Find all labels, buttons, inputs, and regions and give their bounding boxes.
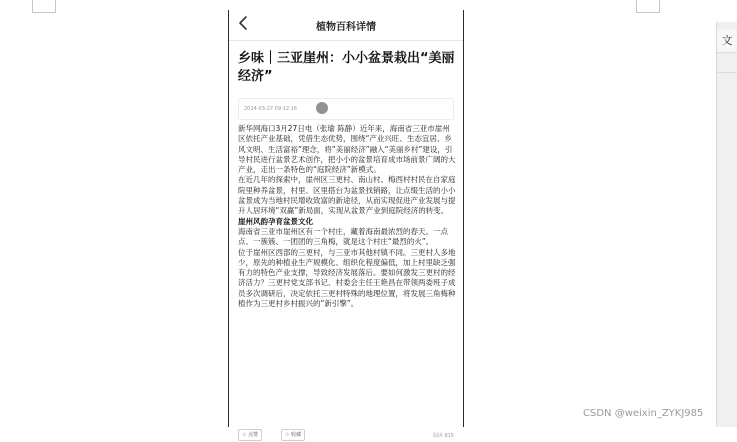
thumbs-up-icon: ☆ [242,432,247,438]
section-heading: 崖州风韵孕育盆景文化 [238,216,313,226]
back-arrow-icon[interactable] [235,14,251,32]
page-title: 植物百科详情 [316,22,376,33]
article-paragraph: 位于崖州区西部的三更村，与三亚市其他村镇不同。三更村人多地少，原先的种植业生产规模化、组织化程度偏低，加上村里缺乏强有力的特色产业支撑，导致经济发展落后。要如何激发三更村的经济活力？三更村党支部书记、村委会主任王艳昌在带领两委班子成员多次调研后，决定依托三更村特殊的地理位置，将发展三角梅种植作为三更村乡村振兴的“新引擎”。 [238,247,456,309]
like-label: 点赞 [248,432,259,438]
favorite-label: 收藏 [291,432,302,438]
watermark: CSDN @weixin_ZYKJ985 [583,408,704,419]
article-paragraph: 新华网海口3月27日电（张瑜 陈静）近年来，海南省三亚市崖州区依托产业基础，凭借生态优势，围绕“产业兴旺、生态宜居、乡风文明、生活富裕”理念，将“美丽经济”融入“美丽乡村”建设，引导村民进行盆景艺术创作，把小小的盆景培育成市场前景广阔的大产业，走出一条特色的“庭院经济”新模式。 [238,124,456,175]
article-title: 乡味｜三亚崖州：小小盆景栽出“美丽经济” [238,51,455,84]
read-count: 阅读 815 [432,433,454,439]
like-button[interactable] [238,429,262,441]
phone-screen [228,10,464,439]
article-date: 2024-03-27 09:12:16 [244,106,298,112]
nav-bar [229,10,463,41]
action-bar [229,428,463,442]
star-icon: ☆ [285,432,290,438]
side-panel-tab[interactable]: 文 [717,30,737,53]
article-paragraph: 海南省三亚市崖州区有一个村庄，藏着海南最浓烈的春天。一点点、一簇簇、一团团的三角梅，就是这个村庄“最烈的火”。 [238,226,448,247]
article-paragraph: 在近几年的探索中，崖州区三更村、南山村、梅西村村民在自家庭院里种养盆景，村里、区里搭台为盆景找销路，让点缀生活的小小盆景成为当地村民增收致富的新途径，从而实现促进产业发展与提升人居环境“双赢”新局面，实现从盆景产业到庭院经济的转变。 [238,175,456,216]
right-side-panel [716,22,737,427]
article-body [238,124,456,309]
touch-cursor-indicator [316,102,328,114]
favorite-button[interactable] [281,429,305,441]
page-corner-right [636,0,660,13]
article-meta-box [238,98,454,120]
page-corner-left [32,0,56,13]
side-panel-divider [717,72,737,73]
